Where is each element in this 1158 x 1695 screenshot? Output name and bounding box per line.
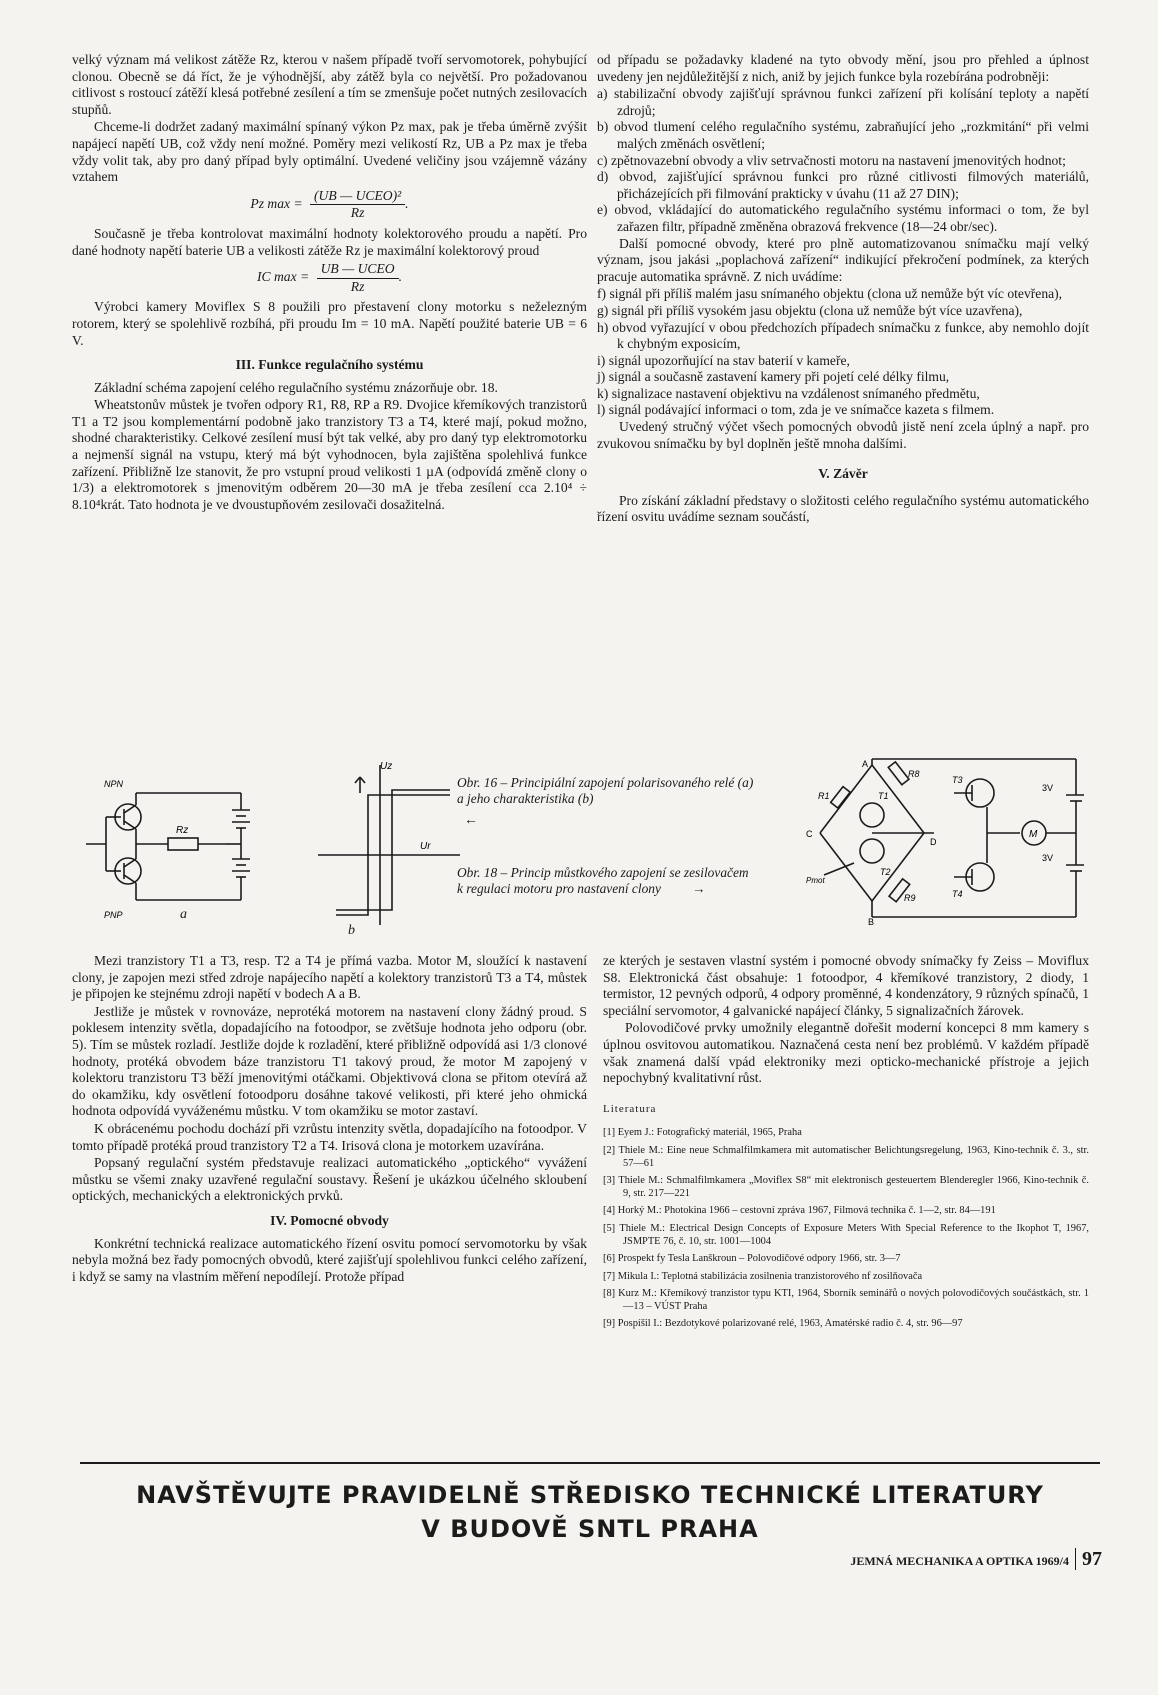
journal-name: JEMNÁ MECHANIKA A OPTIKA 1969/4 — [850, 1554, 1069, 1568]
list-auxiliary-circuits — [597, 86, 1089, 235]
list-item: h) obvod vyřazující v obou předchozích případech snímačku z funkce, aby nemohlo dojít k chybným exposicím, — [597, 319, 1089, 352]
references-title: Literatura — [603, 1102, 657, 1115]
reference-item: [3] Thiele M.: Schmalfilmkamera „Moviflex S8“ mit elektronisch gesteuertem Blenderegler 1966, Kino-technik č. 9, str. 217—221 — [603, 1175, 1089, 1199]
list-alarm-circuits — [597, 286, 1089, 419]
list-item: j) signál a současně zastavení kamery při pojetí celé délky filmu, — [597, 369, 950, 385]
denominator: Rz — [350, 205, 365, 221]
battery-3v-top-label: 3V — [1042, 783, 1054, 793]
battery-3v-bottom-label: 3V — [1042, 853, 1054, 863]
right-column — [597, 52, 1089, 527]
reference-item: [2] Thiele M.: Eine neue Schmalfilmkamera mit automatischer Belichtungsregelung, 1963, Kino-technik č. 3., str. 57—61 — [603, 1144, 1089, 1169]
pnp-label: PNP — [104, 910, 123, 920]
caption-figure-16 — [457, 775, 757, 807]
paragraph: K obrácenému pochodu dochází při vzrůstu intenzity světla, dopadajícího na fotoodpor. V tomto případě protéká proud tranzistory T2 a T4. Irisová clona je motorkem uzavírána. — [72, 1120, 587, 1153]
formula-lhs: IC max = — [256, 269, 310, 285]
motor-label: M — [1029, 829, 1038, 840]
paragraph: Wheatstonův můstek je tvořen odpory R1, R8, RP a R9. Dvojice křemíkových tranzistorů T1 a T2 jsou komplementární podobně jako tranzistory T3 a T4, které mají, pokud možno, shodné charakteristiky. Celkové zesílení musí být tak velké, aby pro daný typ elektromotorku a nejmenší signál na vstupu, který má být vyhodnocen, byla zajištěna spolehlivá funkce zařízení. Přibližně lze stanovit, že pro vstupní proud velikosti 1 µA (odpovídá změně clony o 1/3) a elektromotorek s jmenovitým odběrem 20—30 mA je třeba zesílení cca 2.10⁴ ÷ 8.10⁴krát. Tato hodnota je ve dvoustupňovém zesilovači dosažitelná. — [72, 397, 587, 512]
figures-band — [72, 755, 1092, 950]
r8-label: R8 — [908, 769, 920, 779]
references-list — [603, 1127, 1089, 1331]
uz-label: Uz — [380, 761, 393, 772]
formula-lhs: Pz max = — [250, 195, 303, 211]
reference-item: [7] Mikula I.: Teplotná stabilizácia zosilnenia tranzistorového nf zosilňovača — [603, 1270, 923, 1282]
list-item: d) obvod, zajišťující správnou funkci pro různé citlivosti filmových materiálů, přicházejících při filmování prakticky v úvahu (11 až 27 DIN); — [597, 169, 1089, 201]
arrow-left-icon: ← — [464, 813, 478, 828]
paragraph: Mezi tranzistory T1 a T3, resp. T2 a T4 je přímá vazba. Motor M, sloužící k nastavení clony, je zapojen mezi střed zdroje napájecího napětí a kolektory tranzistorů T3 a T4, můstek je připojen ke stejnému zdroji napětí v bodech A a B. — [72, 953, 587, 1002]
paragraph: Chceme-li dodržet zadaný maximální spínaný výkon Pz max, pak je třeba úměrně zvýšit napájecí napětí UB, což vždy není možné. Poměry mezi velikostí Rz, UB a Pz max je třeba vždy volit tak, aby pro daný případ byly optimální. Uvedené veličiny jsou vzájemně vázány vztahem — [72, 119, 587, 185]
list-item: l) signál podávající informaci o tom, zda je ve snímačce kazeta s filmem. — [597, 402, 995, 418]
reference-item: [8] Kurz M.: Křemíkový tranzistor typu KTI, 1964, Sborník seminářů o nových polovodičových součástkách, str. 1—13 – VÚST Praha — [603, 1288, 1089, 1312]
paragraph: velký význam má velikost zátěže Rz, kterou v našem případě tvoří servomotorek, pohybující clonou. Obecně se dá říct, že je výhodnější, aby zátěž byla co největší. Pro požadovanou citlivost s rostoucí zátěží klesá potřebné zesílení a tím se zmenšuje počet nutných zesilovacích stupňů. — [72, 52, 587, 117]
section-heading: III. Funkce regulačního systému — [235, 357, 424, 373]
figure-label-b: b — [348, 923, 355, 938]
paragraph: Uvedený stručný výčet všech pomocných obvodů jistě není zcela úplný a např. pro zvukovou snímačku by byl doplněn ještě mnoha dalšími. — [597, 419, 1089, 451]
left-column — [72, 52, 587, 514]
list-item: k) signalizace nastavení objektivu na vzdálenost snímaného předmětu, — [597, 385, 980, 401]
paragraph: Současně je třeba kontrolovat maximální hodnoty kolektorového proudu a napětí. Pro dané hodnoty napětí baterie UB a velikosti zátěže Rz je maximální kolektorový proud — [72, 225, 587, 258]
denominator: Rz — [350, 278, 365, 294]
figure-18-bridge-circuit — [784, 755, 1084, 925]
reference-item: [4] Horký M.: Photokina 1966 – cestovní zpráva 1967, Filmová technika č. 1—2, str. 84—191 — [603, 1205, 996, 1217]
numerator: (UB — UCEO)² — [310, 188, 405, 206]
ad-line-2: V BUDOVĚ SNTL PRAHA — [421, 1515, 759, 1543]
bottom-right-column — [603, 953, 1089, 1336]
formula-power: Pz max = $\frac{\text{(UB — UCEO)²}}{Rz}$ . — [250, 187, 409, 221]
reference-item: [9] Pospíšil I.: Bezdotykové polarizované relé, 1963, Amatérské radio č. 4, str. 96—97 — [603, 1318, 963, 1330]
node-d-label: D — [930, 837, 937, 847]
t1-label: T1 — [878, 791, 889, 801]
node-a-label: A — [862, 759, 869, 769]
paragraph: Jestliže je můstek v rovnováze, neprotéká motorem na nastavení clony žádný proud. S poklesem intenzity světla, dopadajícího na fotoodpor, se zvětšuje hodnota jeho odporu (obr. 5). Tím se můstek rozladí. Jestliže dojde k rozladění, které přibližně odpovídá asi 1/3 clonové hodnoty, protéká obvodem báze tranzistoru T1 takový proud, že motor M zapojený v kolektoru tranzistoru T3 běží jmenovitými otáčkami. Objektivová clona se přitom otevírá až do okamžiku, kdy osvětlení fotoodporu dosáhne takové velikosti, při které jeho ohmická hodnota odpovídá vyváženému můstku. V tom okamžiku se motor zastaví. — [72, 1003, 587, 1119]
reference-item: [5] Thiele M.: Electrical Design Concepts of Exposure Meters With Special Reference to the Ikophot T, 1967, JSMPTE 76, č. 10, str. 1001—1004 — [603, 1222, 1089, 1247]
reference-item: [1] Eyem J.: Fotografický materiál, 1965, Praha — [603, 1127, 802, 1139]
advertisement-banner — [80, 1462, 1100, 1546]
paragraph: Výrobci kamery Moviflex S 8 použili pro přestavení clony motorku s neželezným rotorem, který se spolehlivě rozbíhá, při proudu Im = 10 mA. Napětí použité baterie UB = 6 V. — [72, 299, 587, 348]
rz-label: Rz — [176, 825, 189, 836]
figure-16b-characteristic — [300, 755, 470, 935]
paragraph: Konkrétní technická realizace automatického řízení osvitu pomocí servomotorku by však nebyla možná bez řady pomocných obvodů, které zajišťují spolehlivou funkci celého zařízení, i když se samy na vlastním měření nepodílejí. Protože případ — [72, 1235, 587, 1284]
caption-text: Obr. 16 – Principiální zapojení polarisovaného relé (a) a jeho charakteristika (b) — [457, 775, 754, 806]
paragraph: Popsaný regulační systém představuje realizaci automatického „optického“ vyvážení můstku se všemi znaky uzavřené regulační soustavy. Řešení je ukázkou účelného skloubení optických, mechanických a elektronických prvků. — [72, 1155, 587, 1204]
paragraph: od případu se požadavky kladené na tyto obvody mění, jsou pro přehled a úplnost uvedeny jen nejdůležitější z nich, aniž by jejich funkce byla rozebírána podrobněji: — [597, 52, 1089, 84]
fraction — [310, 188, 405, 222]
page-footer — [850, 1548, 1102, 1571]
node-c-label: C — [806, 829, 813, 839]
list-item: i) signál upozorňující na stav baterií v kameře, — [597, 352, 850, 368]
page-number: 97 — [1075, 1548, 1102, 1570]
paragraph: Polovodičové prvky umožnily elegantně dořešit moderní koncepci 8 mm kamery s úplnou osvitovou automatikou. Naznačená cesta není bez problémů. V každém případě však znamená další vpád elektroniky mezi opticko-mechanické přístroje a jejich nepochybný kvalitativní růst. — [603, 1020, 1089, 1086]
list-item: f) signál při příliš malém jasu snímaného objektu (clona už nemůže být víc otevřena), — [597, 286, 1063, 302]
t2-label: T2 — [880, 867, 891, 877]
t3-label: T3 — [952, 775, 963, 785]
list-item: a) stabilizační obvody zajišťují správnou funkci zařízení při kolísání teploty a napětí zdrojů; — [597, 86, 1089, 118]
r1-label: R1 — [818, 791, 830, 801]
list-item: b) obvod tlumení celého regulačního systému, zabraňující jeho „rozkmitání“ při velmi malých změnách osvětlení; — [597, 119, 1089, 151]
list-item: g) signál při příliš vysokém jasu objektu (clona už nemůže být více uzavřena), — [597, 302, 1023, 318]
fraction — [317, 261, 399, 295]
ur-label: Ur — [420, 841, 431, 852]
npn-label: NPN — [104, 779, 124, 789]
arrow-right-icon: → — [692, 881, 706, 896]
bottom-left-column — [72, 953, 587, 1286]
formula-current: IC max = $\frac{\text{UB — UCEO}}{Rz}$ . — [256, 261, 403, 294]
figure-label-a: a — [180, 907, 187, 922]
figure-16a-relay-circuit — [76, 775, 266, 925]
t4-label: T4 — [952, 889, 963, 899]
paragraph: ze kterých je sestaven vlastní systém i pomocné obvody snímačky fy Zeiss – Moviflux S8. Elektronická část obsahuje: 1 fotoodpor, 4 křemíkové tranzistory, 2 diody, 1 termistor, 12 pevných odporů, 4 odpory proměnné, 4 kondenzátory, 9 různých spínačů, 1 speciální servomotor, 4 galvanické napájecí články, 5 signalizačních žárovek. — [603, 953, 1089, 1018]
list-item: e) obvod, vkládající do automatického regulačního systému informaci o tom, že byl zařazen filtr, případně změněna obrazová frekvence (18—24 obr/sec). — [597, 202, 1089, 234]
section-heading: V. Závěr — [818, 466, 868, 482]
r9-label: R9 — [904, 893, 916, 903]
caption-text: Obr. 18 – Princip můstkového zapojení se zesilovačem k regulaci motoru pro nastavení clony — [457, 865, 749, 896]
list-item: c) zpětnovazební obvody a vliv setrvačnosti motoru na nastavení jmenovitých hodnot; — [597, 152, 1066, 168]
caption-figure-18 — [457, 865, 757, 897]
numerator: UB — UCEO — [317, 261, 399, 279]
section-heading: IV. Pomocné obvody — [270, 1212, 389, 1228]
reference-item: [6] Prospekt fy Tesla Lanškroun – Polovodičové odpory 1966, str. 3—7 — [603, 1253, 901, 1265]
ad-line-1: NAVŠTĚVUJTE PRAVIDELNĚ STŘEDISKO TECHNICKÉ LITERATURY — [136, 1481, 1044, 1509]
paragraph: Pro získání základní představy o složitosti celého regulačního systému automatického řízení osvitu uvádíme seznam součástí, — [597, 492, 1089, 525]
paragraph: Základní schéma zapojení celého regulačního systému znázorňuje obr. 18. — [94, 379, 498, 395]
pmot-label: Pmot — [806, 876, 825, 885]
node-b-label: B — [868, 917, 875, 925]
paragraph: Další pomocné obvody, které pro plně automatizovanou snímačku mají velký význam, jsou jakási „poplachová zařízení“ indikující překročení podmínek, za kterých pracuje automatika správně. Z nich uvádíme: — [597, 235, 1089, 284]
